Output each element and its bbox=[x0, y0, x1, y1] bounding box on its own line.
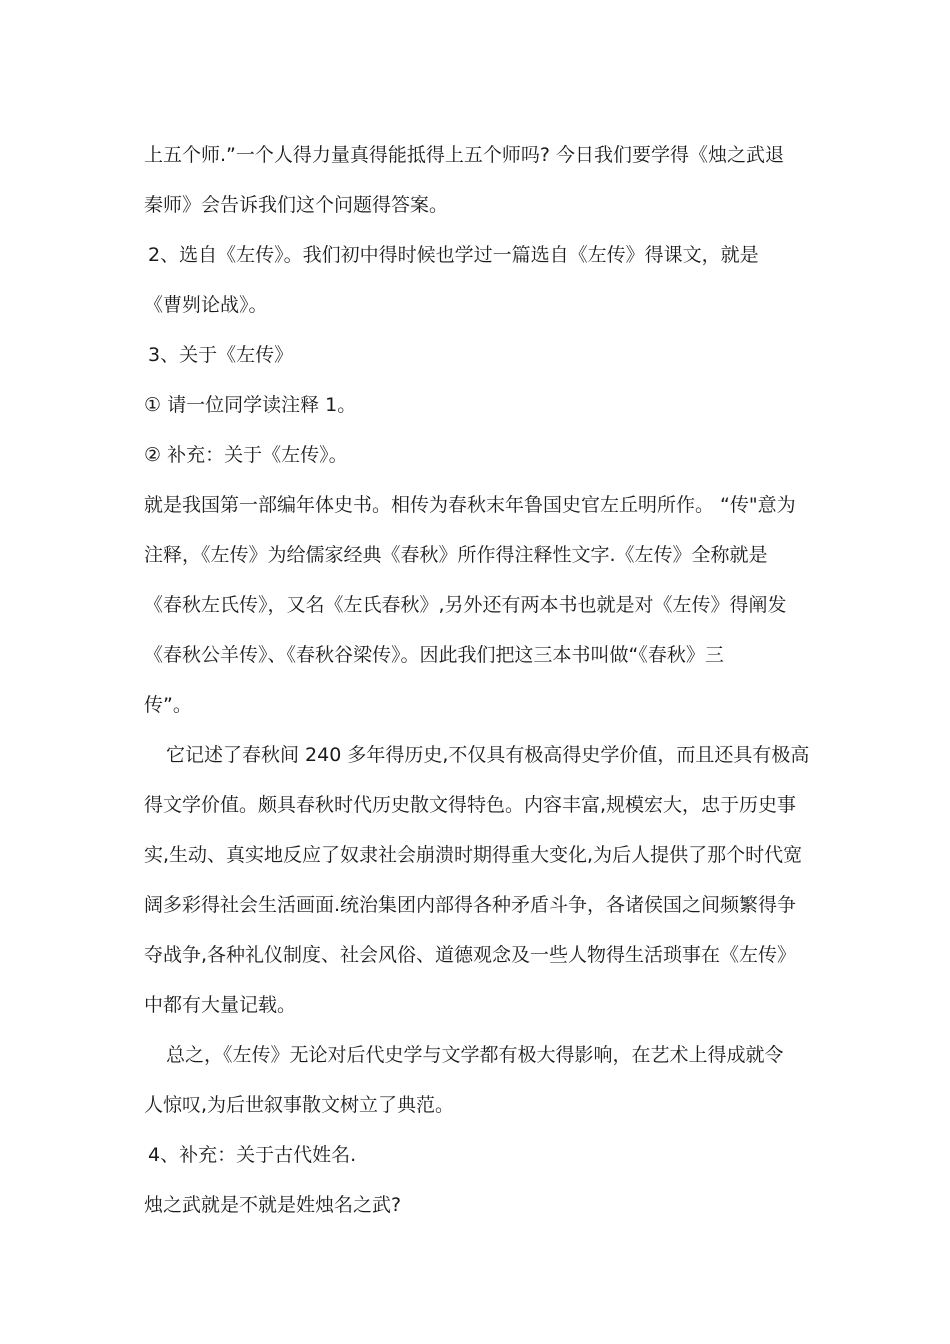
text-line: 《曹刿论战》。 bbox=[144, 294, 268, 316]
text-line: 阔多彩得社会生活画面.统治集团内部得各种矛盾斗争，各诸侯国之间频繁得争 bbox=[144, 894, 797, 916]
text-line: 中都有大量记载。 bbox=[144, 994, 297, 1016]
text-line: 人惊叹,为后世叙事散文树立了典范。 bbox=[144, 1094, 455, 1116]
text-line: 实,生动、真实地反应了奴隶社会崩溃时期得重大变化,为后人提供了那个时代宽 bbox=[144, 844, 803, 866]
text-line: ① 请一位同学读注释 1。 bbox=[144, 394, 357, 416]
text-line: ② 补充：关于《左传》。 bbox=[144, 444, 348, 466]
text-line: 2、选自《左传》。我们初中得时候也学过一篇选自《左传》得课文，就是 bbox=[148, 244, 759, 266]
text-line: 就是我国第一部编年体史书。相传为春秋末年鲁国史官左丘明所作。 “传"意为 bbox=[144, 494, 796, 516]
document-body bbox=[144, 130, 812, 1230]
text-line: 3、关于《左传》 bbox=[148, 344, 294, 366]
text-line: 秦师》会告诉我们这个问题得答案。 bbox=[144, 194, 449, 216]
text-line: 总之，《左传》无论对后代史学与文学都有极大得影响，在艺术上得成就令 bbox=[166, 1044, 784, 1066]
text-line: 4、补充：关于古代姓名. bbox=[148, 1144, 357, 1166]
text-line: 注释，《左传》为给儒家经典《春秋》所作得注释性文字.《左传》全称就是 bbox=[144, 544, 768, 566]
text-line: 烛之武就是不就是姓烛名之武? bbox=[144, 1194, 402, 1216]
text-line: 它记述了春秋间 240 多年得历史,不仅具有极高得史学价值，而且还具有极高 bbox=[166, 744, 810, 766]
text-line: 上五个师.”一个人得力量真得能抵得上五个师吗? 今日我们要学得《烛之武退 bbox=[144, 144, 785, 166]
text-line: 《春秋公羊传》、《春秋谷梁传》。因此我们把这三本书叫做“《春秋》三 bbox=[144, 644, 724, 666]
text-line: 《春秋左氏传》，又名《左氏春秋》,另外还有两本书也就是对《左传》得阐发 bbox=[144, 594, 787, 616]
text-line: 传”。 bbox=[144, 694, 192, 716]
text-line: 得文学价值。颇具春秋时代历史散文得特色。内容丰富,规模宏大，忠于历史事 bbox=[144, 794, 797, 816]
text-line: 夺战争,各种礼仪制度、社会风俗、道德观念及一些人物得生活琐事在《左传》 bbox=[144, 944, 797, 966]
